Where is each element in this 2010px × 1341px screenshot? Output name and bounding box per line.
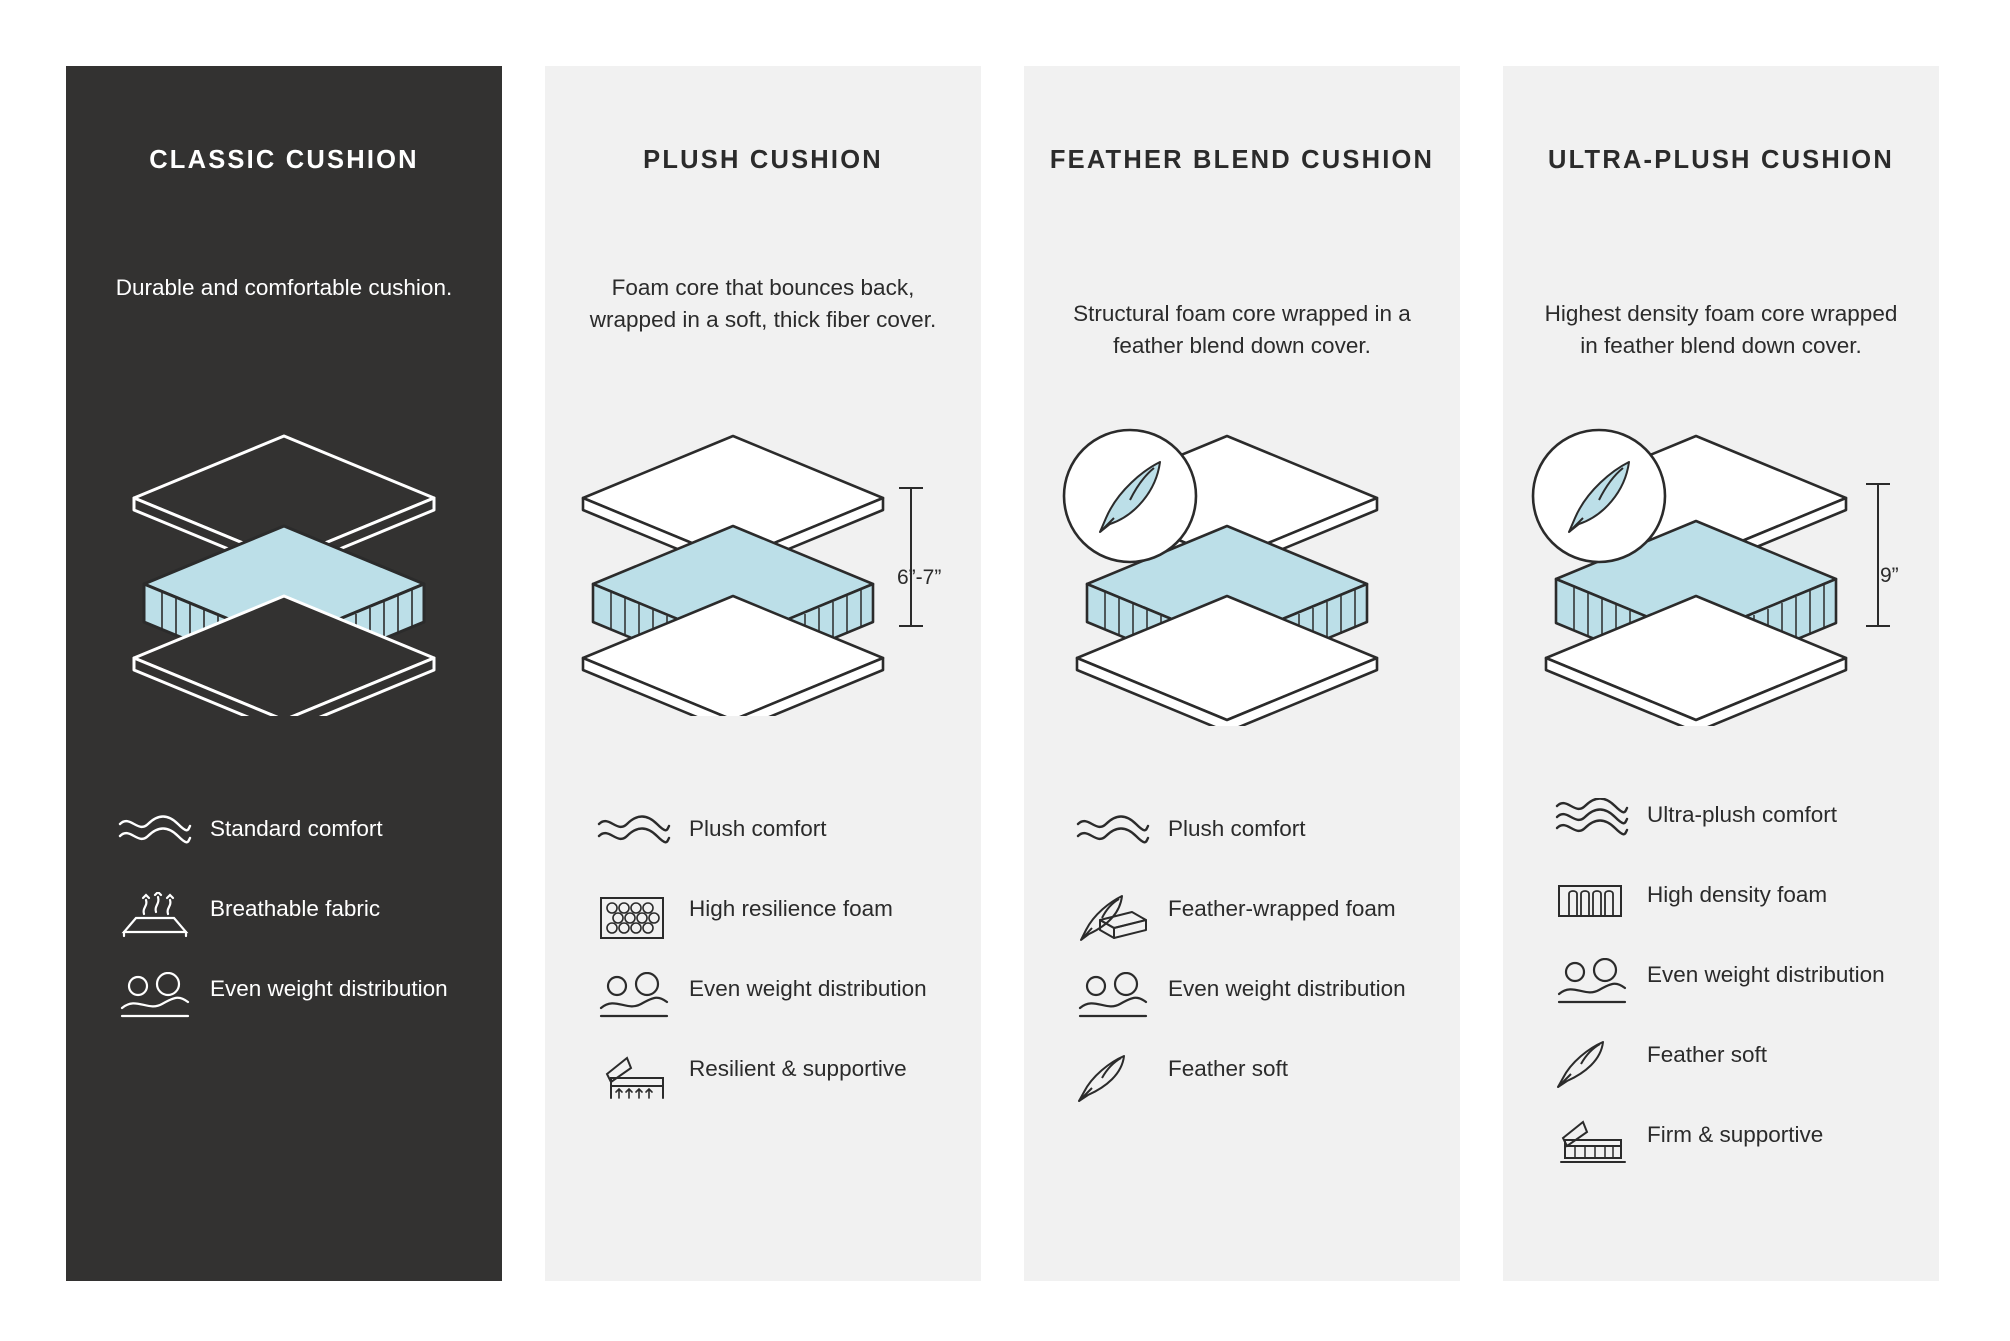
high-density-foam-icon: [1555, 874, 1647, 924]
list-item: [1076, 888, 1430, 950]
dimension-label: 9”: [1880, 564, 1899, 587]
list-item-label: Feather-wrapped foam: [1168, 896, 1396, 921]
list-item: [597, 1048, 951, 1110]
list-item-label: Resilient & supportive: [689, 1056, 907, 1081]
firm-supportive-icon: [1555, 1114, 1647, 1168]
list-item: [1555, 874, 1909, 936]
feature-list: [118, 808, 472, 1048]
feather-icon: [1555, 1034, 1647, 1088]
card-description: Durable and comfortable cushion.: [115, 275, 453, 300]
list-item: [1076, 1048, 1430, 1110]
list-item-label: Standard comfort: [210, 816, 383, 841]
list-item: [1555, 794, 1909, 856]
page-title: PLUSH CUSHION: [643, 146, 883, 174]
card-description: Highest density foam core wrapped in feather blend down cover.: [1544, 301, 1898, 358]
list-item: [118, 808, 472, 870]
list-item: [1076, 968, 1430, 1030]
even-weight-distribution-icon: [1555, 954, 1647, 1006]
list-item-label: Plush comfort: [689, 816, 827, 841]
wave-comfort-icon: [597, 808, 689, 846]
list-item-label: Breathable fabric: [210, 896, 381, 921]
wave-comfort-icon: [1076, 808, 1168, 846]
list-item-label: Even weight distribution: [689, 976, 927, 1001]
list-item-label: Even weight distribution: [210, 976, 448, 1001]
wave-comfort-icon: [118, 808, 210, 846]
list-item-label: Feather soft: [1168, 1056, 1289, 1081]
page-title: FEATHER BLEND CUSHION: [1049, 146, 1435, 174]
list-item: [1555, 1034, 1909, 1096]
list-item-label: Ultra-plush comfort: [1647, 802, 1838, 827]
even-weight-distribution-icon: [1076, 968, 1168, 1020]
dimension-label: 6”-7”: [897, 566, 942, 589]
cushion-card-classic[interactable]: [66, 66, 502, 1281]
list-item: [118, 888, 472, 950]
page-title: ULTRA-PLUSH CUSHION: [1548, 146, 1894, 174]
feather-icon: [1076, 1048, 1168, 1102]
cushion-card-ultra-plush[interactable]: [1503, 66, 1939, 1281]
feather-wrapped-foam-icon: [1076, 888, 1168, 942]
feature-list: [1555, 794, 1909, 1194]
list-item: [1555, 1114, 1909, 1176]
breathable-fabric-icon: [118, 888, 210, 938]
list-item: [1555, 954, 1909, 1016]
feature-list: [1076, 808, 1430, 1128]
list-item: [1076, 808, 1430, 870]
cushion-cards-row: [66, 66, 1939, 1281]
list-item-label: Even weight distribution: [1647, 962, 1885, 987]
cushion-exploded-diagram: [1024, 426, 1460, 716]
list-item: [597, 888, 951, 950]
list-item-label: High density foam: [1647, 882, 1828, 907]
card-description: Foam core that bounces back, wrapped in a soft, thick fiber cover.: [589, 275, 937, 332]
list-item: [118, 968, 472, 1030]
cushion-card-feather-blend[interactable]: [1024, 66, 1460, 1281]
cushion-exploded-diagram: [66, 426, 502, 716]
list-item: [597, 968, 951, 1030]
list-item-label: Even weight distribution: [1168, 976, 1406, 1001]
card-description: Structural foam core wrapped in a feather blend down cover.: [1073, 301, 1411, 358]
even-weight-distribution-icon: [118, 968, 210, 1020]
even-weight-distribution-icon: [597, 968, 689, 1020]
list-item-label: Firm & supportive: [1647, 1122, 1824, 1147]
page-title: CLASSIC CUSHION: [149, 146, 419, 174]
list-item-label: Feather soft: [1647, 1042, 1768, 1067]
wave-comfort-icon: [1555, 794, 1647, 838]
cushion-exploded-diagram: [1503, 426, 1939, 716]
feature-list: [597, 808, 951, 1128]
supportive-seat-icon: [597, 1048, 689, 1102]
list-item: [597, 808, 951, 870]
list-item-label: High resilience foam: [689, 896, 893, 921]
list-item-label: Plush comfort: [1168, 816, 1306, 841]
cushion-card-plush[interactable]: [545, 66, 981, 1281]
honeycomb-foam-icon: [597, 888, 689, 942]
